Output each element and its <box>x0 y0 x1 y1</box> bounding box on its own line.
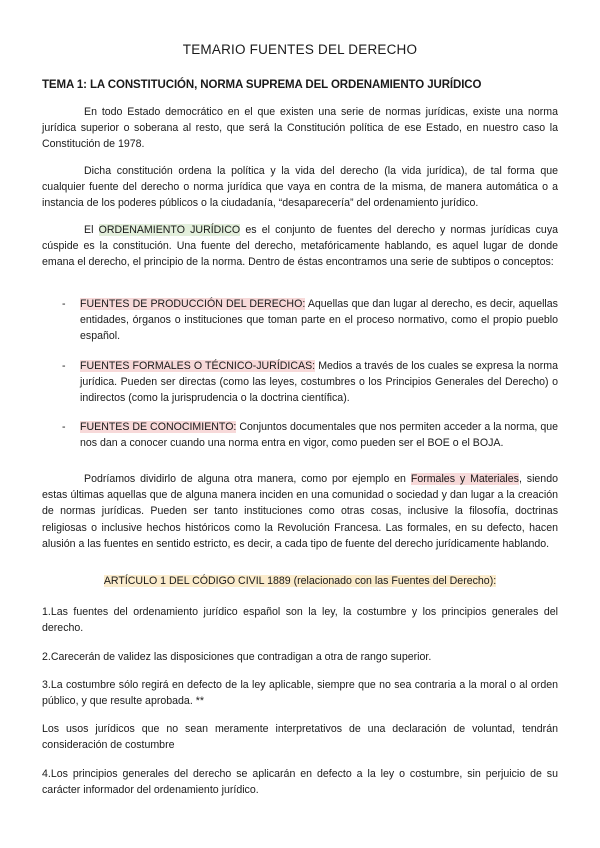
paragraph-legal-order-after: es el conjunto de fuentes del derecho y normas jurídicas cuya cúspide es la constitución. Una fuente del derecho, metafóricamente hablando, es aquel lugar de donde emana el derecho, el principio de la norma. Dentro de éstas encontramos una serie de subtipos o conceptos: <box>42 224 559 269</box>
article-title-text: ARTÍCULO 1 DEL CÓDIGO CIVIL 1889 (relacionado con las Fuentes del Derecho): <box>103 575 497 587</box>
paragraph-formal-material <box>42 471 558 552</box>
article-clause-1: 1.Las fuentes del ordenamiento jurídico español son la ley, la costumbre y los principios generales del derecho. <box>42 606 558 635</box>
article-title <box>0 575 600 587</box>
list-item-text: Conjuntos documentales que nos permiten acceder a la norma, que nos dan a conocer cuando una norma entra en vigor, como pueden ser el BOE o el BOJA. <box>80 421 558 450</box>
list-item-term: FUENTES FORMALES O TÉCNICO-JURÍDICAS: <box>80 359 316 372</box>
list-dash: - <box>62 421 66 434</box>
section-heading: TEMA 1: LA CONSTITUCIÓN, NORMA SUPREMA DEL ORDENAMIENTO JURÍDICO <box>42 79 482 91</box>
list-item-text: Aquellas que dan lugar al derecho, es decir, aquellas entidades, órganos o instituciones que toman parte en el proceso normativo, como el propio pueblo español. <box>80 298 558 343</box>
list-item <box>42 296 558 345</box>
article-clause-usos: Los usos jurídicos que no sean meramente interpretativos de una declaración de voluntad, tendrán consideración de costumbre <box>42 723 558 752</box>
list-dash: - <box>62 359 66 372</box>
article-clause-4: 4.Los principios generales del derecho se aplicarán en defecto a la ley o costumbre, sin perjuicio de su carácter informador del ordenamiento jurídico. <box>42 768 558 797</box>
paragraph-political-order: Dicha constitución ordena la política y la vida del derecho (la vida jurídica), de tal forma que cualquier fuente del derecho o norma jurídica que vaya en contra de la misma, de manera automática o a instancia de los poderes públicos o la ciudadanía, “desaparecería” del ordenamiento jurídico. <box>42 165 558 210</box>
list-item <box>42 358 558 407</box>
paragraph-constitution: En todo Estado democrático en el que existen una serie de normas jurídicas, existe una norma jurídica superior o soberana al resto, que será la Constitución política de ese Estado, en nuestro caso la Constitución de 1978. <box>42 106 558 151</box>
highlight-formales-materiales: Formales y Materiales <box>410 473 519 485</box>
list-item-term: FUENTES DE PRODUCCIÓN DEL DERECHO: <box>80 298 306 310</box>
paragraph-formal-material-after: , siendo estas últimas aquellas que de alguna manera inciden en una comunidad o sociedad y dan lugar a la creación de normas jurídicas. Pueden ser tanto instituciones como otras cosas, inclusive la filosofía, doctrinas religiosas o inclusive hechos históricos como la Revolución Francesa. Las formales, en su defecto, hacen alusión a las fuentes en sentido estricto, es decir, a cada tipo de fuente del derecho jurídicamente hablando. <box>42 473 558 550</box>
list-dash: - <box>62 298 66 310</box>
article-clause-2: 2.Carecerán de validez las disposiciones que contradigan a otra de rango superior. <box>42 651 432 663</box>
article-clause-3: 3.La costumbre sólo regirá en defecto de la ley aplicable, siempre que no sea contraria a la moral o al orden público, y que resulte aprobada. ** <box>42 679 558 708</box>
paragraph-legal-order-before: El <box>84 224 99 236</box>
document-title: TEMARIO FUENTES DEL DERECHO <box>182 42 418 57</box>
list-item-term: FUENTES DE CONOCIMIENTO: <box>80 421 237 434</box>
list-item-text: Medios a través de los cuales se expresa la norma jurídica. Pueden ser directas (como las leyes, costumbres o los Principios Generales del Derecho) o indirectos (como la jurisprudencia o la doctrina científica). <box>80 359 559 405</box>
list-item <box>42 419 558 451</box>
paragraph-formal-material-before: Podríamos dividirlo de alguna otra manera, como por ejemplo en <box>84 473 411 485</box>
sources-list <box>42 296 558 452</box>
highlight-ordenamiento-juridico: ORDENAMIENTO JURÍDICO <box>98 224 241 236</box>
paragraph-legal-order <box>42 222 558 271</box>
